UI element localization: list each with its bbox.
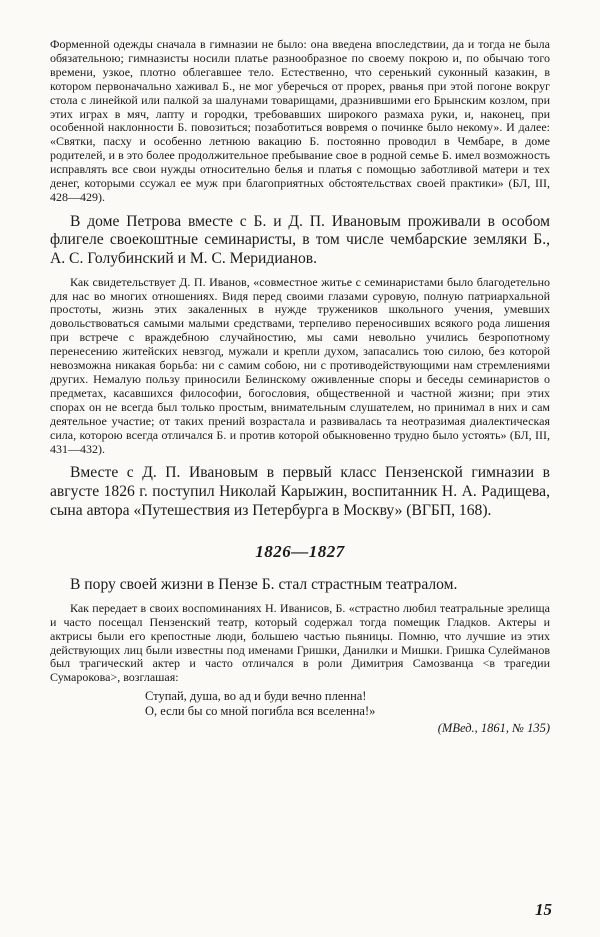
verse-line: Ступай, душа, во ад и буди вечно пленна! bbox=[145, 689, 367, 704]
verse bbox=[145, 689, 550, 719]
verse-line: О, если бы со мной погибла вся вселенна!» bbox=[145, 704, 376, 719]
quote-block: Как свидетельствует Д. П. Иванов, «совместное житье с семинаристами было благодетельно для нас во многих отношениях. Видя перед своими глазами суровую, полную патриархальной простоты, жизнь этих закаленных в нужде тружеников школьного учения, умевших довольствоваться самыми малыми средствами, терпеливо переносивших всякого рода лишения при встрече с враждебною случайностию, мы сами невольно учились безропотному перенесению житейских невзгод, мужали и крепли духом, запасались тою силою, без которой невозможна никакая борьба: ни с самим собою, ни с противодействующими нам стремлениями других. Немалую пользу приносили Белинскому оживленные споры и беседы семинаристов о предметах, касавшихся философии, богословия, общественной и частной жизни; при этих спорах он не всегда был только простым, внимательным слушателем, но принимал в них и сам деятельное участие; от таких прений возрастала и развивалась та неотразимая диалектическая сила, которою всегда отличался Б. и против которой обыкновенно трудно было устоять» (БЛ, III, 431—432). bbox=[50, 274, 550, 456]
paragraph: В доме Петрова вместе с Б. и Д. П. Ивановым проживали в особом флигеле своекоштные семинаристы, в том числе чембарские земляки Б., А. С. Голубинский и М. С. Меридианов. bbox=[50, 212, 550, 268]
section-heading: 1826—1827 bbox=[255, 542, 345, 562]
page-body bbox=[50, 38, 550, 736]
paragraph: Вместе с Д. П. Ивановым в первый класс Пензенской гимназии в августе 1826 г. поступил Николай Карыжин, воспитанник Н. А. Радищева, сына автора «Путешествия из Петербурга в Москву» (ВГБП, 168). bbox=[50, 464, 550, 519]
source-citation: (МВед., 1861, № 135) bbox=[437, 721, 550, 736]
quote-block: Как передает в своих воспоминаниях Н. Иванисов, Б. «страстно любил театральные зрелища и часто посещал Пензенский театр, который содержал тогда помещик Гладков. Актеры и актрисы были его крепостные люди, большею частью пьяницы. Помню, что лучшие из этих действующих лиц были известны под именами Гришки, Данилки и Мишки. Гришка Сулейманов был трагический актер и часто отличался в роли Димитрия Самозванца <в трагедии Сумарокова>, возглашая: bbox=[50, 600, 550, 685]
quote-block: Форменной одежды сначала в гимназии не было: она введена впоследствии, да и тогда не была обязательною; гимназисты носили платье разнообразное по своему покрою и, по обычаю того времени, узкое, плотно облегавшее тело. Естественно, что серенький суконный казакин, в котором первоначально хаживал Б., не мог уберечься от прорех, рванья при этой погоне вокруг стола с линейкой или палкой за шалунами товарищами, дразнившими его Брынским козлом, при этих играх в мяч, лапту и городки, требовавших широкого размаха руки, и, наконец, при особенной наклонности Б. повозиться; позаботиться вовремя о починке было некому». И далее: «Святки, пасху и особенно летнюю вакацию Б. постоянно проводил в Чембаре, в доме родителей, и в это более продолжительное пребывание свое в родной семье Б. имел возможность исправлять все свои нужды относительно белья и платья с помощью заботливой матери и тех денег, которыми ссужал ее муж при благоприятных обстоятельствах своей практики» (БЛ, III, 428—429). bbox=[50, 37, 550, 204]
page-number: 15 bbox=[535, 900, 552, 919]
paragraph: В пору своей жизни в Пензе Б. стал страстным театралом. bbox=[70, 576, 458, 594]
